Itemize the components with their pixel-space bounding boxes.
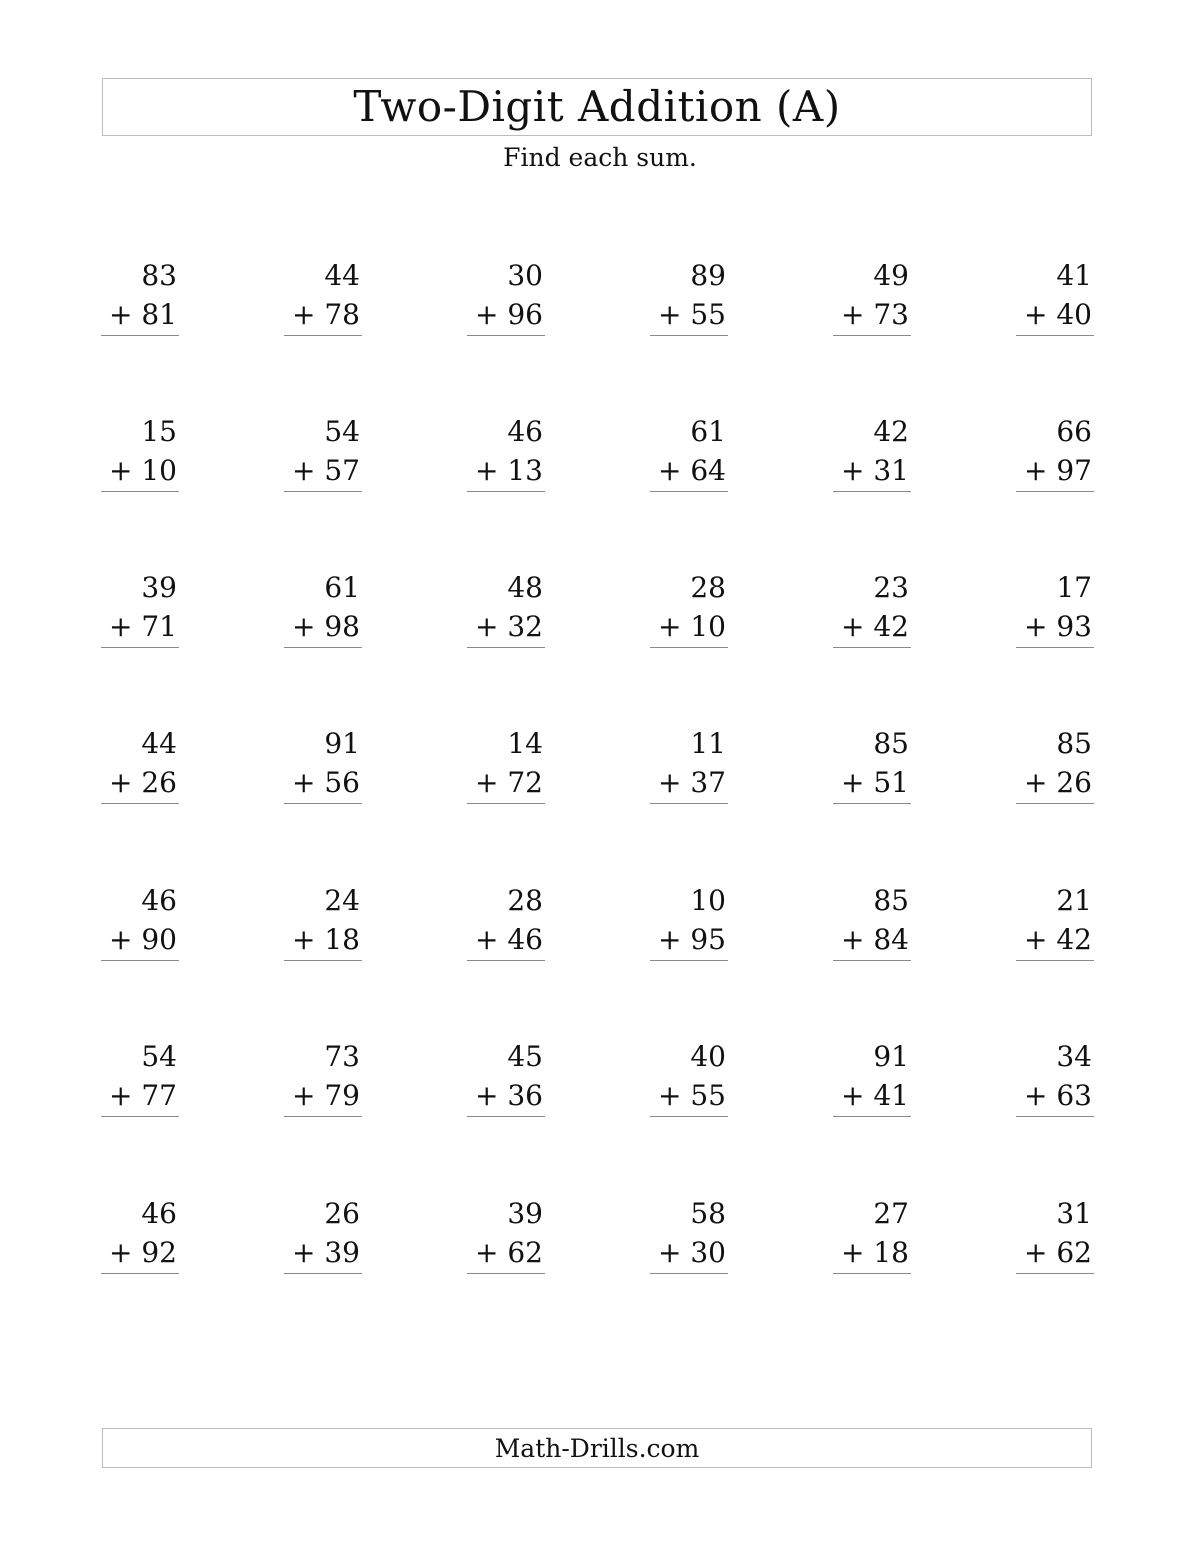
addend-top: 21 xyxy=(1056,884,1092,917)
addend-bottom: + 18 xyxy=(841,1236,909,1269)
answer-line xyxy=(833,1273,911,1274)
addition-problem xyxy=(467,724,545,804)
addition-problem xyxy=(101,881,179,961)
answer-line xyxy=(1016,1273,1094,1274)
answer-line xyxy=(650,1273,728,1274)
addition-problem xyxy=(467,1194,545,1274)
addend-bottom: + 26 xyxy=(109,766,177,799)
answer-line xyxy=(650,803,728,804)
answer-line xyxy=(833,1116,911,1117)
addend-top: 27 xyxy=(873,1197,909,1230)
answer-line xyxy=(284,335,362,336)
answer-line xyxy=(833,960,911,961)
addition-problem xyxy=(1016,1194,1094,1274)
addend-bottom: + 63 xyxy=(1024,1079,1092,1112)
addition-problem xyxy=(833,1037,911,1117)
answer-line xyxy=(101,803,179,804)
addition-problem xyxy=(284,568,362,648)
addition-problem xyxy=(101,256,179,336)
answer-line xyxy=(467,1273,545,1274)
addend-top: 41 xyxy=(1056,259,1092,292)
addition-problem xyxy=(650,412,728,492)
addend-top: 45 xyxy=(507,1040,543,1073)
addend-bottom: + 39 xyxy=(292,1236,360,1269)
addend-bottom: + 62 xyxy=(1024,1236,1092,1269)
addition-problem xyxy=(467,1037,545,1117)
addition-problem xyxy=(650,881,728,961)
addition-problem xyxy=(1016,724,1094,804)
addend-bottom: + 64 xyxy=(658,454,726,487)
addend-bottom: + 92 xyxy=(109,1236,177,1269)
addition-problem xyxy=(650,568,728,648)
addend-top: 46 xyxy=(507,415,543,448)
answer-line xyxy=(284,960,362,961)
answer-line xyxy=(284,803,362,804)
addend-bottom: + 55 xyxy=(658,1079,726,1112)
addend-top: 14 xyxy=(507,727,543,760)
answer-line xyxy=(1016,803,1094,804)
addend-top: 24 xyxy=(324,884,360,917)
footer-box xyxy=(102,1428,1092,1468)
answer-line xyxy=(467,647,545,648)
answer-line xyxy=(101,647,179,648)
addition-problem xyxy=(101,412,179,492)
addend-top: 49 xyxy=(873,259,909,292)
addend-top: 44 xyxy=(324,259,360,292)
addition-problem xyxy=(833,568,911,648)
answer-line xyxy=(284,647,362,648)
addend-bottom: + 42 xyxy=(841,610,909,643)
addend-bottom: + 97 xyxy=(1024,454,1092,487)
addition-problem xyxy=(833,412,911,492)
addition-problem xyxy=(467,881,545,961)
addition-problem xyxy=(1016,412,1094,492)
addend-bottom: + 98 xyxy=(292,610,360,643)
addition-problem xyxy=(467,412,545,492)
addition-problem xyxy=(1016,881,1094,961)
answer-line xyxy=(467,960,545,961)
addend-bottom: + 95 xyxy=(658,923,726,956)
addition-problem xyxy=(833,881,911,961)
answer-line xyxy=(467,335,545,336)
footer-text: Math-Drills.com xyxy=(494,1433,700,1463)
addend-top: 48 xyxy=(507,571,543,604)
addend-top: 31 xyxy=(1056,1197,1092,1230)
addend-top: 91 xyxy=(324,727,360,760)
addend-bottom: + 13 xyxy=(475,454,543,487)
answer-line xyxy=(101,1116,179,1117)
answer-line xyxy=(833,803,911,804)
answer-line xyxy=(1016,960,1094,961)
answer-line xyxy=(650,647,728,648)
addend-bottom: + 96 xyxy=(475,298,543,331)
addend-top: 61 xyxy=(324,571,360,604)
answer-line xyxy=(650,1116,728,1117)
answer-line xyxy=(284,1273,362,1274)
addition-problem xyxy=(1016,256,1094,336)
addend-top: 39 xyxy=(507,1197,543,1230)
addend-top: 85 xyxy=(873,884,909,917)
addition-problem xyxy=(650,256,728,336)
addition-problem xyxy=(467,568,545,648)
addition-problem xyxy=(1016,1037,1094,1117)
addend-top: 46 xyxy=(141,884,177,917)
addition-problem xyxy=(101,1194,179,1274)
addend-bottom: + 30 xyxy=(658,1236,726,1269)
addition-problem xyxy=(101,568,179,648)
addend-bottom: + 10 xyxy=(109,454,177,487)
addend-bottom: + 42 xyxy=(1024,923,1092,956)
addend-bottom: + 32 xyxy=(475,610,543,643)
answer-line xyxy=(650,335,728,336)
addend-bottom: + 40 xyxy=(1024,298,1092,331)
addend-bottom: + 56 xyxy=(292,766,360,799)
answer-line xyxy=(467,1116,545,1117)
addend-top: 89 xyxy=(690,259,726,292)
addend-bottom: + 10 xyxy=(658,610,726,643)
answer-line xyxy=(101,960,179,961)
answer-line xyxy=(101,491,179,492)
addend-top: 40 xyxy=(690,1040,726,1073)
addition-problem xyxy=(284,256,362,336)
addend-top: 10 xyxy=(690,884,726,917)
addend-bottom: + 93 xyxy=(1024,610,1092,643)
addition-problem xyxy=(101,1037,179,1117)
answer-line xyxy=(650,491,728,492)
addend-top: 46 xyxy=(141,1197,177,1230)
answer-line xyxy=(1016,647,1094,648)
answer-line xyxy=(101,335,179,336)
answer-line xyxy=(467,491,545,492)
addend-top: 61 xyxy=(690,415,726,448)
addition-problem xyxy=(101,724,179,804)
answer-line xyxy=(1016,491,1094,492)
addend-top: 44 xyxy=(141,727,177,760)
addend-top: 39 xyxy=(141,571,177,604)
addend-bottom: + 46 xyxy=(475,923,543,956)
worksheet-instruction: Find each sum. xyxy=(503,143,697,172)
addition-problem xyxy=(284,881,362,961)
addition-problem xyxy=(284,412,362,492)
addition-problem xyxy=(833,256,911,336)
addend-top: 26 xyxy=(324,1197,360,1230)
addend-top: 66 xyxy=(1056,415,1092,448)
addition-problem xyxy=(284,724,362,804)
addend-top: 15 xyxy=(141,415,177,448)
addend-top: 83 xyxy=(141,259,177,292)
addend-bottom: + 51 xyxy=(841,766,909,799)
addend-top: 85 xyxy=(873,727,909,760)
addend-bottom: + 62 xyxy=(475,1236,543,1269)
addend-bottom: + 72 xyxy=(475,766,543,799)
addition-problem xyxy=(833,1194,911,1274)
answer-line xyxy=(284,1116,362,1117)
addend-top: 30 xyxy=(507,259,543,292)
addend-bottom: + 37 xyxy=(658,766,726,799)
addend-top: 85 xyxy=(1056,727,1092,760)
addition-problem xyxy=(650,1194,728,1274)
addend-bottom: + 73 xyxy=(841,298,909,331)
addend-bottom: + 79 xyxy=(292,1079,360,1112)
answer-line xyxy=(1016,335,1094,336)
addition-problem xyxy=(1016,568,1094,648)
addend-top: 42 xyxy=(873,415,909,448)
answer-line xyxy=(833,491,911,492)
addend-bottom: + 71 xyxy=(109,610,177,643)
addend-bottom: + 55 xyxy=(658,298,726,331)
addend-top: 58 xyxy=(690,1197,726,1230)
addend-bottom: + 57 xyxy=(292,454,360,487)
answer-line xyxy=(284,491,362,492)
addend-bottom: + 81 xyxy=(109,298,177,331)
addend-top: 28 xyxy=(690,571,726,604)
addend-bottom: + 84 xyxy=(841,923,909,956)
addend-bottom: + 78 xyxy=(292,298,360,331)
worksheet-title: Two-Digit Addition (A) xyxy=(353,82,841,131)
addend-bottom: + 31 xyxy=(841,454,909,487)
answer-line xyxy=(1016,1116,1094,1117)
addend-top: 54 xyxy=(324,415,360,448)
addend-top: 23 xyxy=(873,571,909,604)
answer-line xyxy=(650,960,728,961)
addend-bottom: + 26 xyxy=(1024,766,1092,799)
addend-top: 54 xyxy=(141,1040,177,1073)
addend-bottom: + 41 xyxy=(841,1079,909,1112)
addend-bottom: + 36 xyxy=(475,1079,543,1112)
addend-top: 17 xyxy=(1056,571,1092,604)
addend-bottom: + 90 xyxy=(109,923,177,956)
addition-problem xyxy=(650,1037,728,1117)
answer-line xyxy=(833,335,911,336)
addition-problem xyxy=(284,1194,362,1274)
addend-top: 91 xyxy=(873,1040,909,1073)
answer-line xyxy=(467,803,545,804)
addend-top: 34 xyxy=(1056,1040,1092,1073)
answer-line xyxy=(101,1273,179,1274)
addend-bottom: + 77 xyxy=(109,1079,177,1112)
addend-top: 28 xyxy=(507,884,543,917)
addition-problem xyxy=(833,724,911,804)
addition-problem xyxy=(467,256,545,336)
addition-problem xyxy=(650,724,728,804)
addend-top: 11 xyxy=(690,727,726,760)
addition-problem xyxy=(284,1037,362,1117)
addend-bottom: + 18 xyxy=(292,923,360,956)
addend-top: 73 xyxy=(324,1040,360,1073)
answer-line xyxy=(833,647,911,648)
